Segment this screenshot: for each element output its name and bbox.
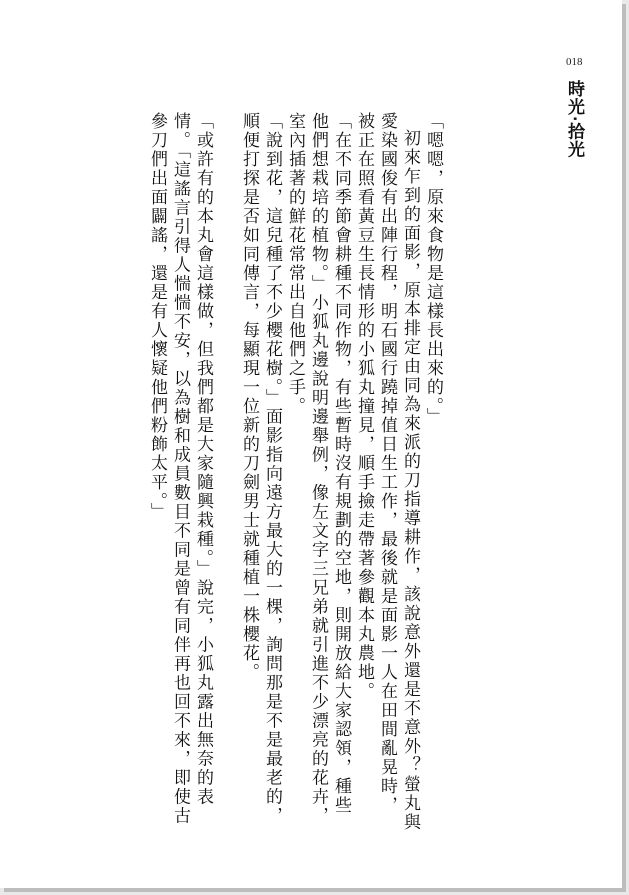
paragraph: 「嗯嗯，原來食物是這樣長出來的。」 (423, 112, 443, 427)
page-number: 018 (566, 56, 583, 68)
paragraph: 初來乍到的面影，原本排定由同為來派的刀指導耕作，該說意外還是不意外？螢丸與愛染國俊有出陣行程，明石國行蹺掉值日生工作，最後就是面影一人在田間亂晃時，被正在照看黃豆生長情形的小狐丸撞見，順手撿走帶著參觀本丸農地。 (354, 112, 420, 832)
paragraph: 「或許有的本丸會這樣做，但我們都是大家隨興栽種。」說完，小狐丸露出無奈的表情。「這謠言引得人惴惴不安，以為樹和成員數目不同是曾有同伴再也回不來，即使古參刀們出面闢謠，還是有人懷疑他們粉飾太平。」 (147, 112, 213, 826)
paragraph: 「在不同季節會耕種不同作物，有些暫時沒有規劃的空地，則開放給大家認領，種些他們想栽培的植物。」小狐丸邊說明邊舉例，像左文字三兄弟就引進不少漂亮的花卉，室內插著的鮮花常常出自他們之手。 (285, 112, 351, 826)
paragraph: 「說到花，這兒種了不少櫻花樹。」面影指向遠方最大的一棵，詢問那是不是最老的，順便打探是否如同傳言，每顯現一位新的刀劍男士就種植一株櫻花。 (239, 112, 282, 826)
blank-line (214, 112, 237, 832)
body-text (104, 112, 444, 832)
running-title: 時光‧拾光 (564, 80, 584, 159)
